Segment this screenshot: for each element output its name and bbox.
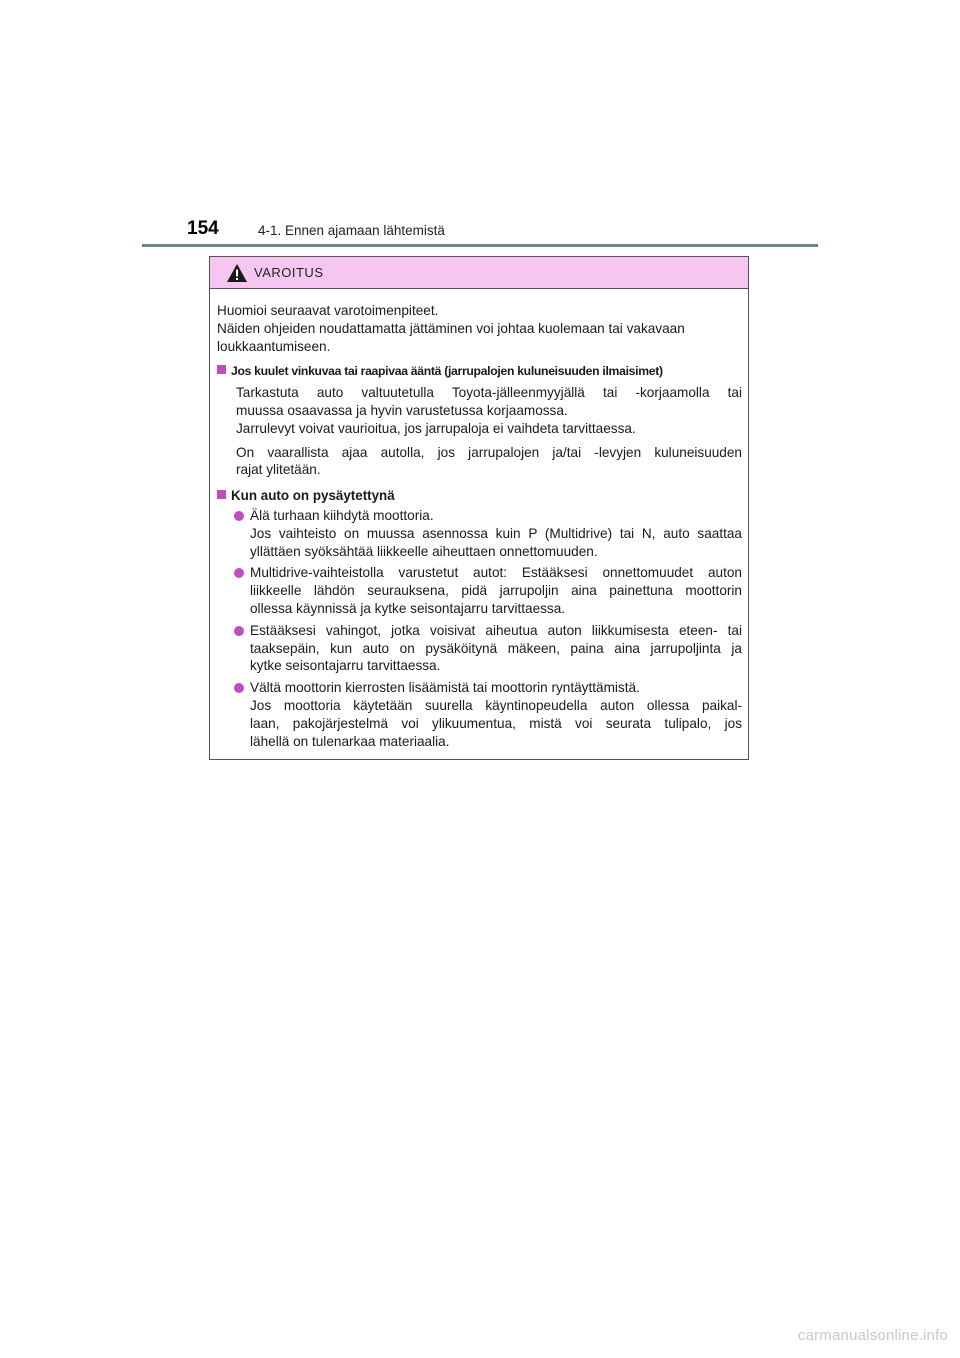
paragraph: [236, 444, 742, 480]
text-line: kytke seisontajarru tarvittaessa.: [250, 658, 441, 674]
intro-line: Huomioi seuraavat varotoimenpiteet.: [217, 303, 439, 318]
section-heading-text: Kun auto on pysäytettynä: [231, 488, 395, 504]
page-header: [142, 214, 818, 248]
section-heading-text: Jos kuulet vinkuvaa tai raapivaa ääntä (jarrupalojen kuluneisuuden ilmaisimet): [231, 364, 663, 379]
square-bullet-icon: [217, 490, 226, 499]
text-line: ollessa käynnissä ja kytke seisontajarru tarvittaessa.: [250, 600, 566, 616]
text-line: muussa osaavassa ja hyvin varustetussa korjaamossa.: [236, 402, 568, 418]
round-bullet-icon: [234, 511, 244, 521]
round-bullet-icon: [234, 568, 244, 578]
warning-intro: [217, 302, 742, 355]
list-item: [217, 564, 742, 617]
section-title: 4-1. Ennen ajamaan lähtemistä: [258, 223, 445, 238]
text-line: Jos moottoria käytetään suurella käyntinopeudella auton ollessa paikal-: [250, 697, 742, 713]
warning-body: [210, 289, 748, 750]
text-line: yllättäen syöksähtää liikkeelle aiheuttaen onnettomuuden.: [250, 543, 598, 559]
square-bullet-icon: [217, 365, 226, 374]
watermark: carmanualsonline.info: [797, 1327, 948, 1344]
header-rule: [142, 244, 818, 247]
text-line: lähellä on tulenarkaa materiaalia.: [250, 733, 450, 749]
text-line: laan, pakojärjestelmä voi ylikuumentua, mistä voi seurata tulipalo, jos: [250, 715, 742, 731]
section-heading-stopped: [217, 487, 742, 505]
list-item: [217, 622, 742, 675]
text-line: Vältä moottorin kierrosten lisäämistä tai moottorin ryntäyttämistä.: [250, 680, 640, 696]
text-line: liikkeelle lähdön seurauksena, pidä jarrupoljin aina painettuna moottorin: [250, 583, 742, 599]
text-line: rajat ylitetään.: [236, 462, 321, 478]
text-line: Älä turhaan kiihdytä moottoria.: [250, 507, 434, 523]
text-line: Jos vaihteisto on muussa asennossa kuin P (Multidrive) tai N, auto saattaa: [250, 525, 742, 541]
text-line: Estääksesi vahingot, jotka voisivat aiheutua auton liikkumisesta eteen- tai: [250, 622, 742, 638]
text-line: On vaarallista ajaa autolla, jos jarrupalojen ja/tai -levyjen kuluneisuuden: [236, 444, 742, 460]
list-item: [217, 507, 742, 560]
paragraph: [236, 384, 742, 437]
list-item: [217, 679, 742, 750]
text-line: Tarkastuta auto valtuutetulla Toyota-jälleenmyyjällä tai -korjaamolla tai: [236, 385, 742, 401]
warning-box: [209, 256, 749, 760]
text-line: Multidrive-vaihteistolla varustetut autot: Estääksesi onnettomuudet auton: [250, 565, 742, 581]
text-line: Jarrulevyt voivat vaurioitua, jos jarrupaloja ei vaihdeta tarvittaessa.: [236, 420, 636, 436]
round-bullet-icon: [234, 626, 244, 636]
page-number: 154: [187, 218, 219, 239]
round-bullet-icon: [234, 683, 244, 693]
intro-line: loukkaantumiseen.: [217, 338, 331, 354]
section-heading-brake-wear: [217, 363, 742, 381]
warning-triangle-icon: [226, 263, 248, 283]
text-line: taaksepäin, kun auto on pysäköitynä mäkeen, paina aina jarrupoljinta ja: [250, 640, 742, 656]
warning-header: [210, 257, 748, 289]
intro-line: Näiden ohjeiden noudattamatta jättäminen voi johtaa kuolemaan tai vakavaan: [217, 320, 685, 336]
warning-title: VAROITUS: [254, 265, 324, 280]
bullet-list: [217, 507, 742, 750]
